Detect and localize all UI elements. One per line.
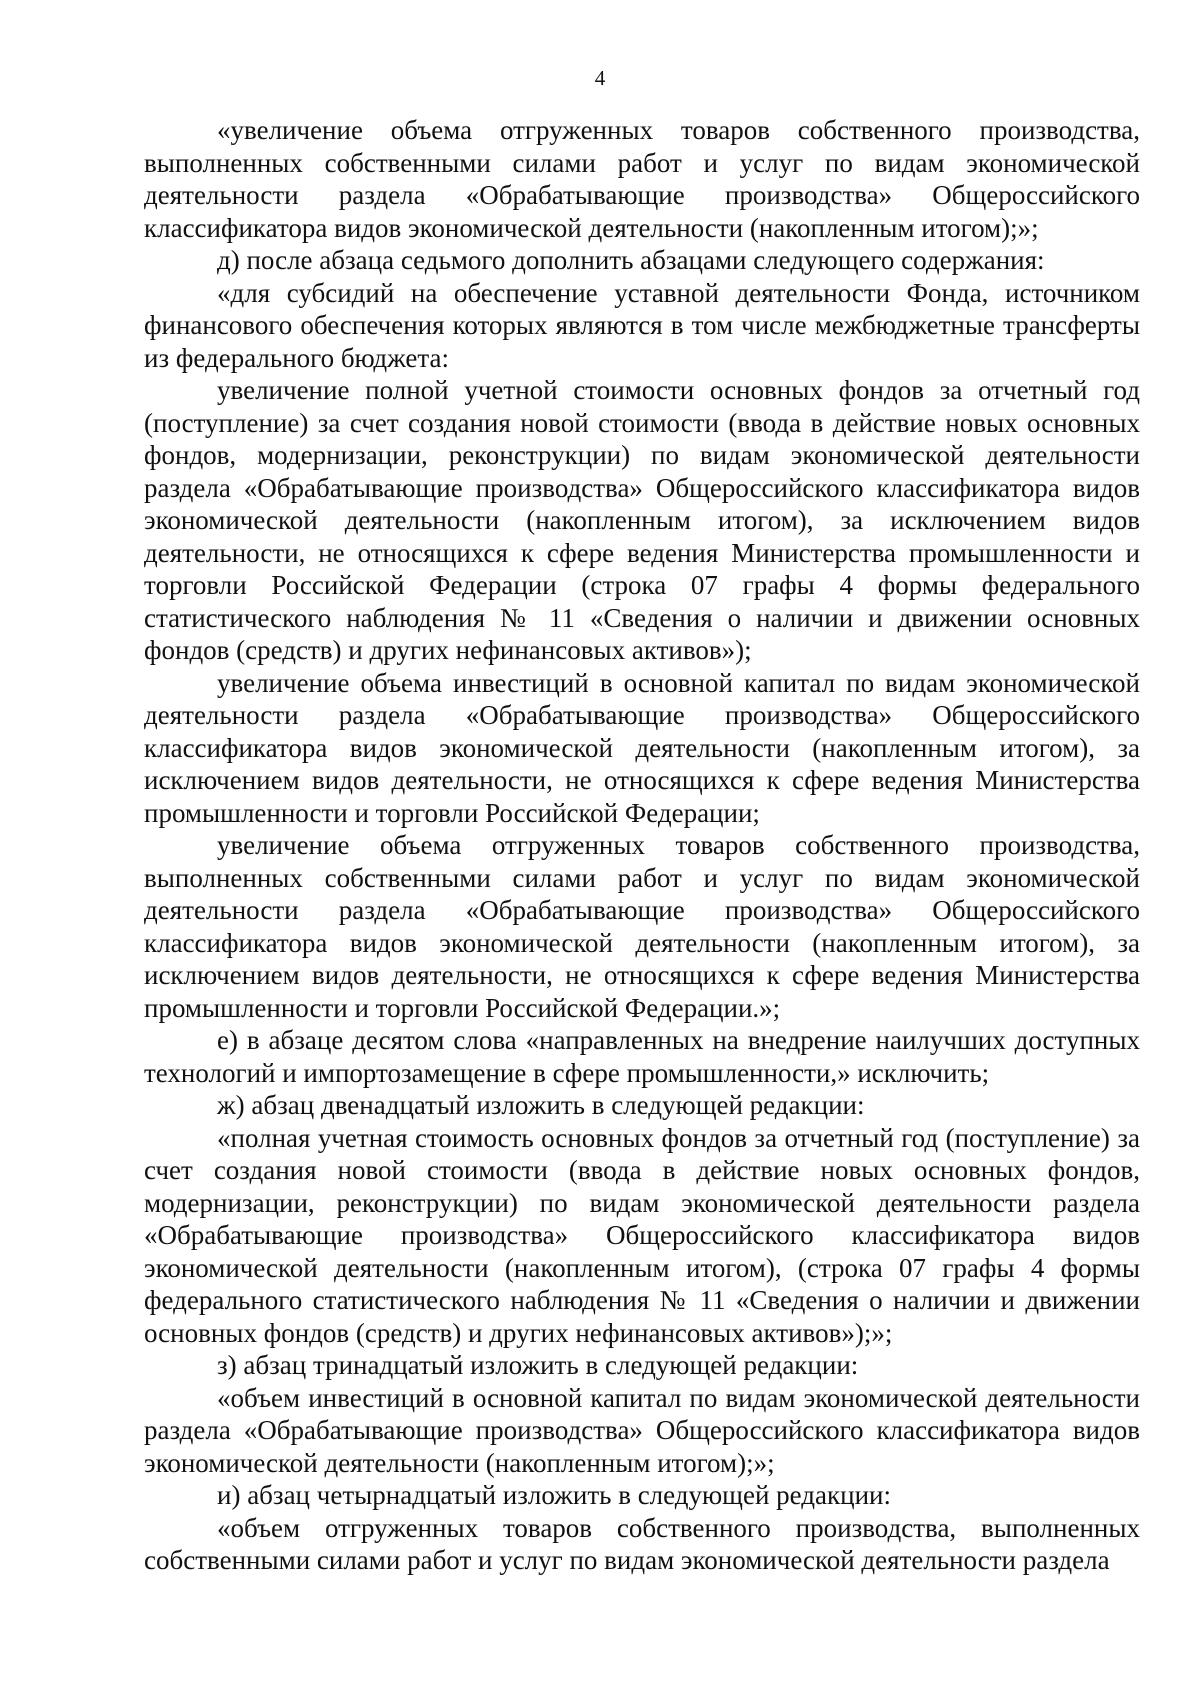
paragraph: ж) абзац двенадцатый изложить в следующей редакции: bbox=[217, 1090, 865, 1120]
page-number: 4 bbox=[594, 66, 606, 90]
paragraph: д) после абзаца седьмого дополнить абзацами следующего содержания: bbox=[217, 245, 1045, 275]
paragraph: «объем отгруженных товаров собственного производства, выполненных собственными силами работ и услуг по видам экономической деятельности раздела bbox=[144, 1512, 1140, 1575]
paragraph: «увеличение объема отгруженных товаров собственного производства, выполненных собственными силами работ и услуг по видам экономической деятельности раздела «Обрабатывающие производства» Общероссийского классификатора видов экономической деятельности (накопленным итогом);»; bbox=[144, 115, 1140, 243]
paragraph: «объем инвестиций в основной капитал по видам экономической деятельности раздела «Обрабатывающие производства» Общероссийского классификатора видов экономической деятельности (накопленным итогом);»; bbox=[144, 1382, 1140, 1478]
paragraph: увеличение объема отгруженных товаров собственного производства, выполненных собственными силами работ и услуг по видам экономической деятельности раздела «Обрабатывающие производства» Общероссийского классификатора видов экономической деятельности (накопленным итогом), за исключением видов деятельности, не относящихся к сфере ведения Министерства промышленности и торговли Российской Федерации.»; bbox=[144, 830, 1140, 1023]
document-body bbox=[144, 114, 1140, 1577]
paragraph: «для субсидий на обеспечение уставной деятельности Фонда, источником финансового обеспечения которых являются в том числе межбюджетные трансферты из федерального бюджета: bbox=[144, 277, 1140, 373]
paragraph: и) абзац четырнадцатый изложить в следующей редакции: bbox=[217, 1480, 891, 1510]
paragraph: увеличение полной учетной стоимости основных фондов за отчетный год (поступление) за счет создания новой стоимости (ввода в действие новых основных фондов, модернизации, реконструкции) по видам экономической деятельности раздела «Обрабатывающие производства» Общероссийского классификатора видов экономической деятельности (накопленным итогом), за исключением видов деятельности, не относящихся к сфере ведения Министерства промышленности и торговли Российской Федерации (строка 07 графы 4 формы федерального статистического наблюдения № 11 «Сведения о наличии и движении основных фондов (средств) и других нефинансовых активов»); bbox=[144, 375, 1140, 665]
paragraph: е) в абзаце десятом слова «направленных на внедрение наилучших доступных технологий и импортозамещение в сфере промышленности,» исключить; bbox=[144, 1025, 1140, 1088]
paragraph: увеличение объема инвестиций в основной капитал по видам экономической деятельности раздела «Обрабатывающие производства» Общероссийского классификатора видов экономической деятельности (накопленным итогом), за исключением видов деятельности, не относящихся к сфере ведения Министерства промышленности и торговли Российской Федерации; bbox=[144, 667, 1140, 828]
paragraph: «полная учетная стоимость основных фондов за отчетный год (поступление) за счет создания новой стоимости (ввода в действие новых основных фондов, модернизации, реконструкции) по видам экономической деятельности раздела «Обрабатывающие производства» Общероссийского классификатора видов экономической деятельности (накопленным итогом), (строка 07 графы 4 формы федерального статистического наблюдения № 11 «Сведения о наличии и движении основных фондов (средств) и других нефинансовых активов»);»; bbox=[144, 1122, 1140, 1348]
paragraph: з) абзац тринадцатый изложить в следующей редакции: bbox=[217, 1350, 859, 1380]
